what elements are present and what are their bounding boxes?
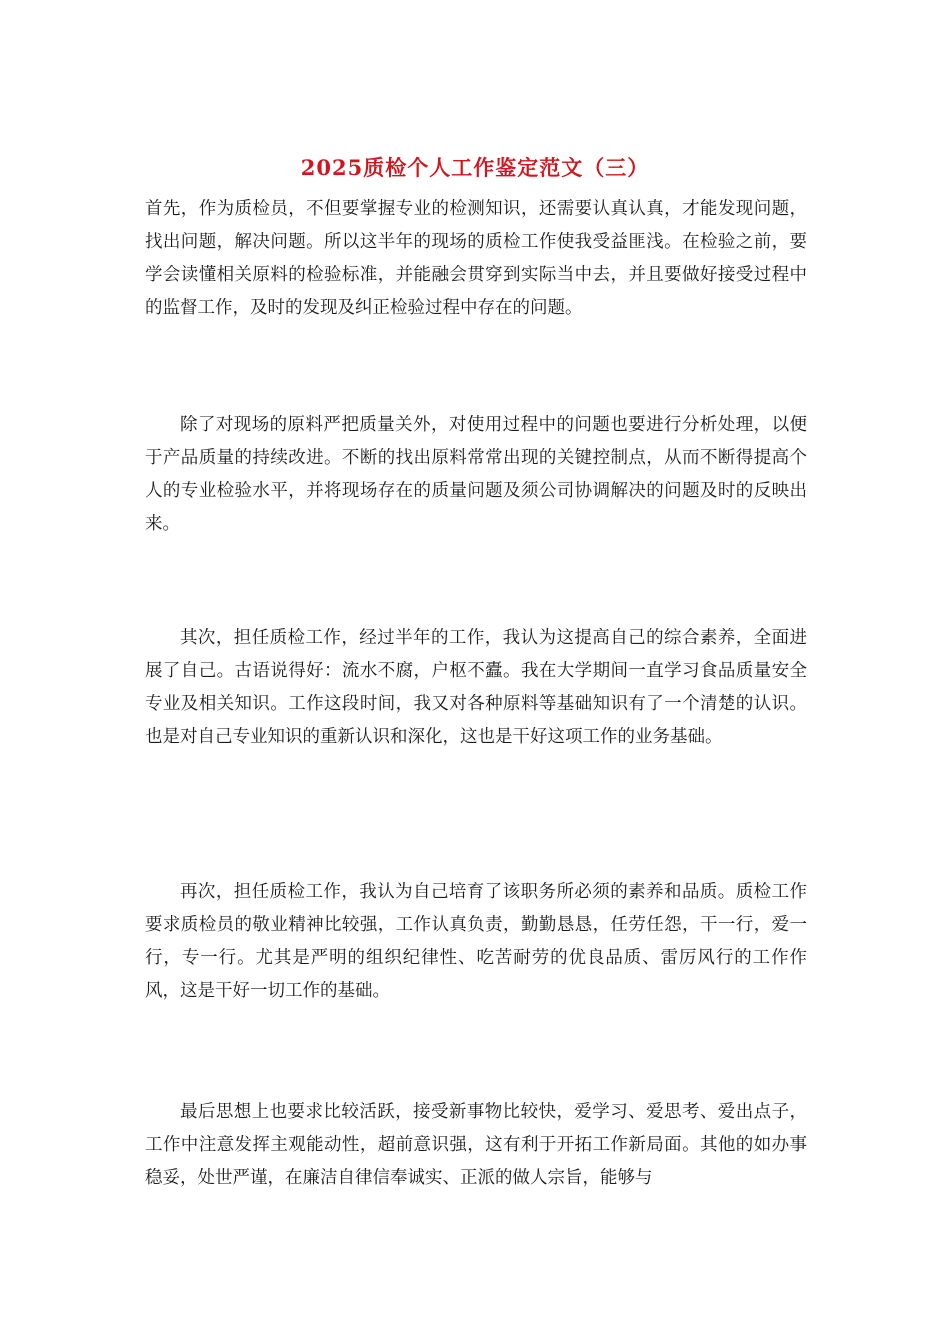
paragraph-3: 其次，担任质检工作，经过半年的工作，我认为这提高自己的综合素养，全面进展了自己。古语说得好：流水不腐，户枢不蠹。我在大学期间一直学习食品质量安全专业及相关知识。工作这段时间，我又对各种原料等基础知识有了一个清楚的认识。也是对自己专业知识的重新认识和深化，这也是干好这项工作的业务基础。 bbox=[145, 628, 807, 747]
document-title: 2025质检个人工作鉴定范文（三） bbox=[300, 155, 650, 180]
paragraph-1: 首先，作为质检员，不但要掌握专业的检测知识，还需要认真认真，才能发现问题，找出问题，解决问题。所以这半年的现场的质检工作使我受益匪浅。在检验之前，要学会读懂相关原料的检验标准，并能融会贯穿到实际当中去，并且要做好接受过程中的监督工作，及时的发现及纠正检验过程中存在的问题。 bbox=[145, 199, 807, 318]
paragraph-4: 再次，担任质检工作，我认为自己培育了该职务所必须的素养和品质。质检工作要求质检员的敬业精神比较强，工作认真负责，勤勤恳恳，任劳任怨，干一行，爱一行，专一行。尤其是严明的组织纪律性、吃苦耐劳的优良品质、雷厉风行的工作作风，这是干好一切工作的基础。 bbox=[145, 882, 807, 1001]
paragraph-2: 除了对现场的原料严把质量关外，对使用过程中的问题也要进行分析处理，以便于产品质量的持续改进。不断的找出原料常常出现的关键控制点，从而不断得提高个人的专业检验水平，并将现场存在的质量问题及须公司协调解决的问题及时的反映出来。 bbox=[145, 415, 807, 534]
paragraph-5: 最后思想上也要求比较活跃，接受新事物比较快，爱学习、爱思考、爱出点子，工作中注意发挥主观能动性，超前意识强，这有利于开拓工作新局面。其他的如办事稳妥，处世严谨，在廉洁自律信奉诚实、正派的做人宗旨，能够与 bbox=[145, 1102, 807, 1188]
